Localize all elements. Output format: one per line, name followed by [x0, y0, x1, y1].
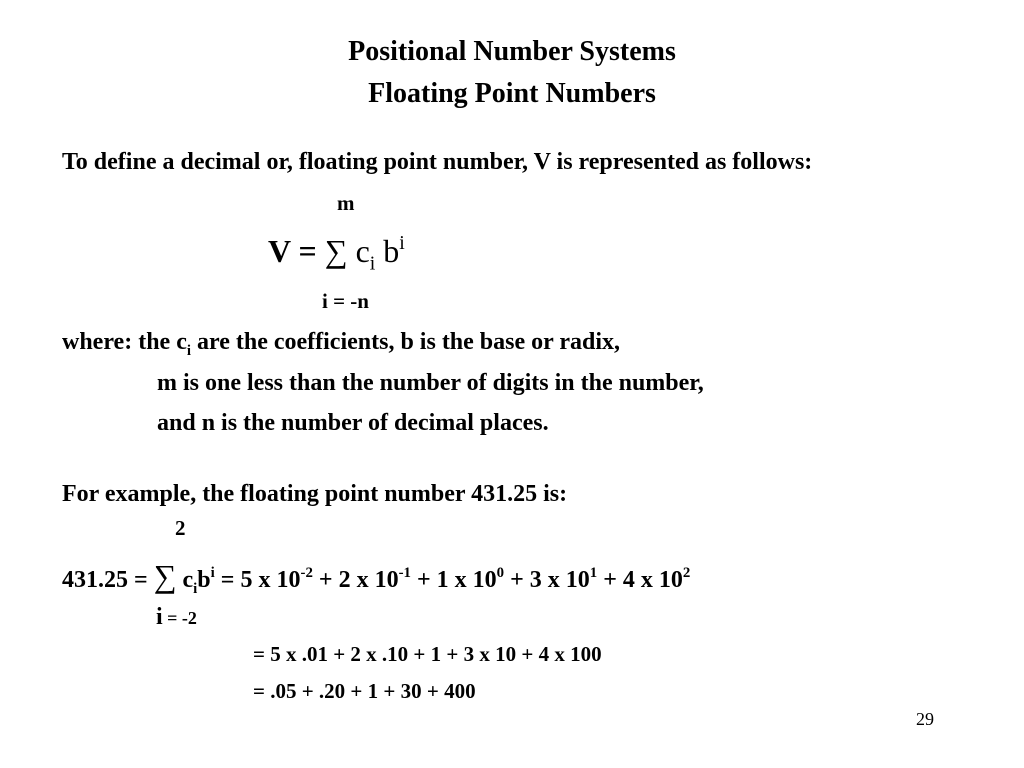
- example-eq2: + 2 x 10: [312, 567, 399, 593]
- formula-base-sup: i: [399, 232, 405, 255]
- where-line1-b: are the coefficients, b is the base or radix,: [190, 329, 621, 355]
- example-eq1: = 5 x 10: [214, 567, 301, 593]
- example-equation: [62, 560, 690, 597]
- formula-coef: c: [355, 233, 370, 269]
- example-line2: = 5 x .01 + 2 x .10 + 1 + 3 x 10 + 4 x 100: [253, 642, 602, 666]
- example-lower-limit-rest: = -2: [162, 608, 197, 628]
- where-line3: and n is the number of decimal places.: [157, 410, 549, 436]
- example-eq5: + 4 x 10: [597, 567, 683, 593]
- where-line1-a: where: the c: [62, 329, 187, 355]
- page-number: 29: [916, 709, 934, 729]
- sigma-symbol: ∑: [324, 233, 348, 269]
- example-term-c: c: [176, 567, 194, 593]
- formula-upper-limit: m: [337, 191, 355, 215]
- intro-text: To define a decimal or, floating point number, V is represented as follows:: [62, 149, 813, 175]
- slide-title-line2: Floating Point Numbers: [368, 78, 656, 109]
- formula-base: b: [383, 233, 400, 269]
- example-exp2: -1: [398, 565, 411, 582]
- example-lhs: 431.25 =: [62, 567, 154, 593]
- example-eq4: + 3 x 10: [504, 567, 590, 593]
- where-line1: [62, 330, 620, 359]
- example-exp5: 2: [682, 565, 691, 582]
- example-upper-limit: 2: [175, 516, 186, 540]
- formula-coef-sub: i: [369, 252, 376, 275]
- example-lower-limit: [156, 605, 197, 629]
- formula: [268, 232, 405, 275]
- example-eq3: + 1 x 10: [410, 567, 497, 593]
- slide-title-line1: Positional Number Systems: [348, 36, 676, 67]
- example-term-b: b: [197, 567, 211, 593]
- example-term-b-sup: i: [210, 565, 215, 582]
- formula-lower-limit: i = -n: [322, 289, 369, 313]
- example-exp1: -2: [300, 565, 313, 582]
- where-line2: m is one less than the number of digits in the number,: [157, 370, 704, 396]
- example-line3: = .05 + .20 + 1 + 30 + 400: [253, 679, 476, 703]
- where-line1-sub: i: [186, 342, 191, 359]
- example-exp4: 1: [589, 565, 598, 582]
- example-lower-limit-i: i: [156, 604, 163, 630]
- example-exp3: 0: [496, 565, 505, 582]
- example-sigma-symbol: ∑: [153, 558, 177, 594]
- formula-lhs: V =: [268, 233, 317, 269]
- example-intro: For example, the floating point number 431.25 is:: [62, 481, 568, 507]
- example-term-c-sub: i: [193, 580, 198, 597]
